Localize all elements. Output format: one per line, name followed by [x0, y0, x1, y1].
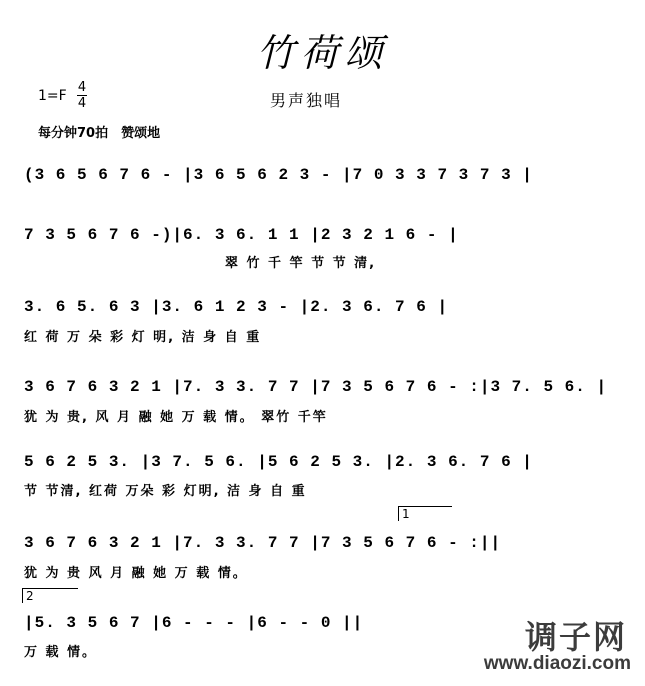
notation-row-3: 3. 6 5. 6 3 |3. 6 1 2 3 - |2. 3 6. 7 6 | [24, 298, 449, 316]
subtitle: 男声独唱 [270, 91, 343, 110]
watermark-logo: 调子网 [524, 618, 627, 656]
notation-row-6: 3 6 7 6 3 2 1 |7. 3 3. 7 7 |7 3 5 6 7 6 - :|| [24, 534, 502, 552]
lyrics-row-5: 节 节清, 红荷 万朵 彩 灯明, 洁 身 自 重 [24, 484, 307, 499]
second-ending-label: 2 [26, 589, 34, 603]
time-signature-bottom: 4 [77, 96, 87, 111]
first-ending-label: 1 [402, 507, 410, 521]
time-signature [76, 80, 88, 111]
first-ending-bracket [398, 506, 452, 521]
notation-row-4: 3 6 7 6 3 2 1 |7. 3 3. 7 7 |7 3 5 6 7 6 - :|3 7. 5 6. | [24, 378, 608, 396]
lyrics-row-2: 翠 竹 千 竿 节 节 清, [225, 256, 377, 271]
notation-row-1: (3 6 5 6 7 6 - |3 6 5 6 2 3 - |7 0 3 3 7 3 7 3 | [24, 166, 533, 184]
lyrics-row-7: 万 载 情。 [24, 645, 98, 660]
tempo-marking: 每分钟70拍 赞颂地 [38, 126, 161, 141]
watermark-url: www.diaozi.com [483, 653, 631, 674]
key-signature: 1=F [38, 88, 67, 104]
song-title: 竹荷颂 [256, 31, 389, 75]
lyrics-row-6: 犹 为 贵 风 月 融 她 万 载 情。 [24, 566, 248, 581]
lyrics-row-3: 红 荷 万 朵 彩 灯 明, 洁 身 自 重 [24, 330, 262, 345]
time-signature-top: 4 [77, 80, 87, 95]
notation-row-7: |5. 3 5 6 7 |6 - - - |6 - - 0 || [24, 614, 364, 632]
second-ending-bracket [22, 588, 78, 603]
lyrics-row-4: 犹 为 贵, 风 月 融 她 万 载 情。 翠竹 千竿 [24, 410, 328, 425]
notation-row-2: 7 3 5 6 7 6 -)|6. 3 6. 1 1 |2 3 2 1 6 - | [24, 226, 459, 244]
notation-row-5: 5 6 2 5 3. |3 7. 5 6. |5 6 2 5 3. |2. 3 6. 7 6 | [24, 453, 533, 471]
